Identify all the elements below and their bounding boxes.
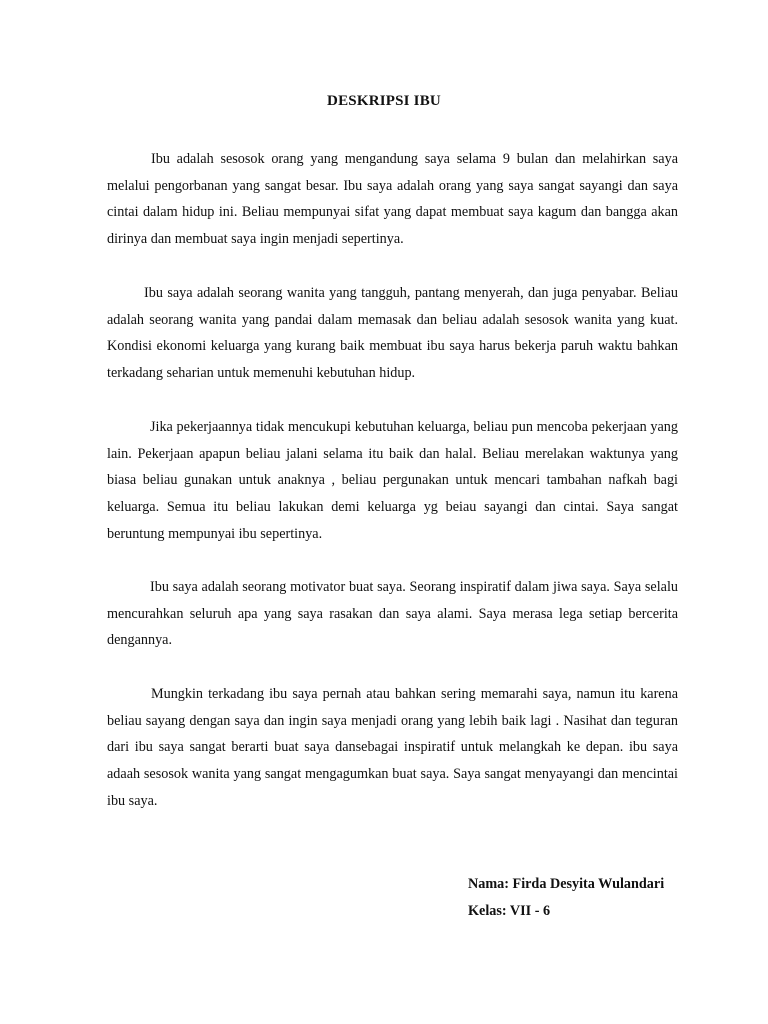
author-class: Kelas: VII - 6 xyxy=(468,903,551,919)
document-title: DESKRIPSI IBU xyxy=(327,93,441,109)
paragraph-2: Ibu saya adalah seorang wanita yang tangguh, pantang menyerah, dan juga penyabar. Beliau adalah seorang wanita yang pandai dalam memasak dan beliau adalah sesosok wanita yang kuat. Kondisi ekonomi keluarga yang kurang baik membuat ibu saya harus bekerja paruh waktu bahkan terkadang seharian untuk memenuhi kebutuhan hidup. xyxy=(107,285,678,382)
paragraph-3: Jika pekerjaannya tidak mencukupi kebutuhan keluarga, beliau pun mencoba pekerjaan yang lain. Pekerjaan apapun beliau jalani selama itu baik dan halal. Beliau merelakan waktunya yang biasa beliau gunakan untuk anaknya , beliau pergunakan untuk mencari tambahan nafkah bagi keluarga. Semua itu beliau lakukan demi keluarga yg beiau sayangi dan cintai. Saya sangat beruntung mempunyai ibu sepertinya. xyxy=(107,419,678,542)
paragraph-5: Mungkin terkadang ibu saya pernah atau bahkan sering memarahi saya, namun itu karena beliau sayang dengan saya dan ingin saya menjadi orang yang lebih baik lagi . Nasihat dan teguran dari ibu saya sangat berarti buat saya dansebagai inspiratif untuk melangkah ke depan. ibu saya adaah sesosok wanita yang sangat mengagumkan buat saya. Saya sangat menyayangi dan mencintai ibu saya. xyxy=(107,686,678,809)
author-name: Nama: Firda Desyita Wulandari xyxy=(468,876,665,892)
paragraph-4: Ibu saya adalah seorang motivator buat saya. Seorang inspiratif dalam jiwa saya. Saya selalu mencurahkan seluruh apa yang saya rasakan dan saya alami. Saya merasa lega setiap bercerita dengannya. xyxy=(107,579,678,649)
paragraph-1: Ibu adalah sesosok orang yang mengandung saya selama 9 bulan dan melahirkan saya melalui pengorbanan yang sangat besar. Ibu saya adalah orang yang saya sangat sayangi dan saya cintai dalam hidup ini. Beliau mempunyai sifat yang dapat membuat saya kagum dan bangga akan dirinya dan membuat saya ingin menjadi sepertinya. xyxy=(107,151,678,248)
